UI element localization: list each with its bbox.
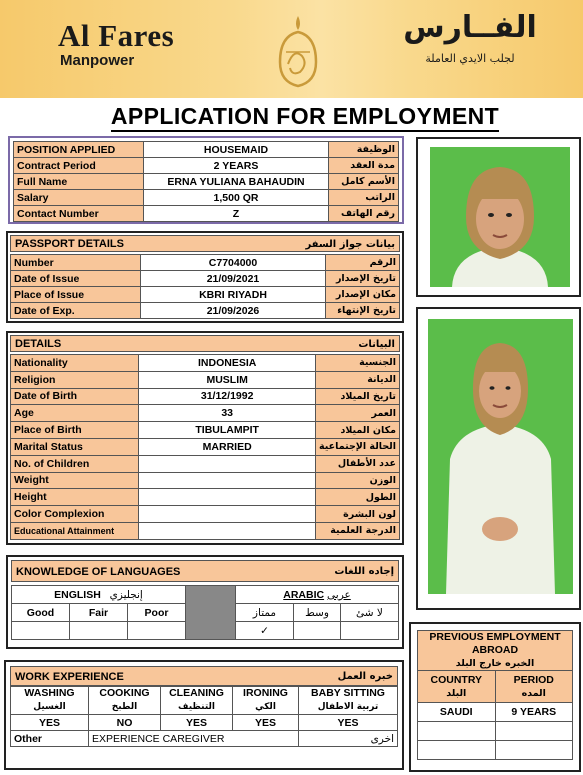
details-value — [139, 522, 316, 539]
position-row — [14, 174, 399, 190]
details-label: Place of Birth — [11, 422, 139, 439]
english-fair-cell — [70, 622, 128, 640]
previous-heading: PREVIOUS EMPLOYMENT ABROAD الخبره خارج البلد — [418, 631, 573, 671]
details-label-ar: الوزن — [316, 472, 400, 489]
previous-period — [495, 741, 573, 760]
details-row — [11, 438, 400, 455]
other-label-ar: اخرى — [299, 731, 398, 747]
level-medium-ar: وسط — [294, 604, 341, 622]
headshot-photo — [430, 147, 570, 287]
details-value: MARRIED — [139, 438, 316, 455]
details-row — [11, 522, 400, 539]
calligraphy-logo-icon — [268, 12, 328, 90]
details-row — [11, 506, 400, 523]
work-value: YES — [161, 715, 233, 731]
details-label: Nationality — [11, 355, 139, 372]
work-block — [4, 660, 404, 770]
brand-name-en: Al Fares — [58, 18, 175, 53]
passport-label: Date of Issue — [11, 271, 141, 287]
language-divider — [186, 586, 236, 640]
passport-label-ar: مكان الإصدار — [326, 287, 400, 303]
work-value: YES — [299, 715, 398, 731]
position-value: 2 YEARS — [144, 158, 329, 174]
details-value — [139, 506, 316, 523]
english-poor-cell — [128, 622, 186, 640]
details-row — [11, 371, 400, 388]
level-none-ar: لا شئ — [341, 604, 399, 622]
full-photo-frame — [416, 307, 581, 610]
details-heading: DETAILS البيانات — [10, 335, 400, 352]
details-value — [139, 489, 316, 506]
work-column-header: WASHING الغسيل — [11, 687, 89, 715]
details-label-ar: مكان الميلاد — [316, 422, 400, 439]
passport-row — [11, 271, 400, 287]
details-label: Height — [11, 489, 139, 506]
brand-subtitle-en: Manpower — [60, 52, 135, 69]
person-standing-icon — [428, 319, 573, 594]
passport-label-ar: الرقم — [326, 255, 400, 271]
position-row — [14, 206, 399, 222]
work-value: YES — [233, 715, 299, 731]
details-value: 33 — [139, 405, 316, 422]
previous-country — [418, 741, 496, 760]
passport-label: Date of Exp. — [11, 303, 141, 319]
details-label-ar: العمر — [316, 405, 400, 422]
previous-row — [418, 722, 573, 741]
details-block — [6, 331, 404, 545]
details-label-ar: لون البشرة — [316, 506, 400, 523]
passport-value: KBRI RIYADH — [141, 287, 326, 303]
page-header — [0, 0, 583, 98]
position-value: Z — [144, 206, 329, 222]
arabic-excellent-check: ✓ — [236, 622, 294, 640]
page-title: APPLICATION FOR EMPLOYMENT — [100, 103, 510, 130]
previous-row — [418, 741, 573, 760]
previous-country: SAUDI — [418, 703, 496, 722]
position-table — [13, 141, 399, 222]
work-value: YES — [11, 715, 89, 731]
arabic-medium-cell — [294, 622, 341, 640]
position-row — [14, 158, 399, 174]
arabic-none-cell — [341, 622, 399, 640]
details-table — [10, 354, 400, 540]
passport-label: Place of Issue — [11, 287, 141, 303]
position-label-ar: رقم الهاتف — [329, 206, 399, 222]
other-value: EXPERIENCE CAREGIVER — [89, 731, 299, 747]
period-header: PERIOD المده — [495, 671, 573, 703]
languages-heading: KNOWLEDGE OF LANGUAGES إجاده اللغات — [11, 560, 399, 582]
position-value: ERNA YULIANA BAHAUDIN — [144, 174, 329, 190]
position-value: HOUSEMAID — [144, 142, 329, 158]
work-table — [10, 686, 398, 747]
passport-label-ar: تاريخ الإصدار — [326, 271, 400, 287]
position-row — [14, 142, 399, 158]
details-row — [11, 422, 400, 439]
person-headshot-icon — [430, 147, 570, 287]
passport-label: Number — [11, 255, 141, 271]
details-label-ar: الجنسية — [316, 355, 400, 372]
details-row — [11, 355, 400, 372]
details-label-ar: تاريخ الميلاد — [316, 388, 400, 405]
languages-block — [6, 555, 404, 649]
work-column-header: BABY SITTING تربية الاطفال — [299, 687, 398, 715]
passport-block — [6, 231, 404, 323]
details-label: Religion — [11, 371, 139, 388]
details-row — [11, 472, 400, 489]
passport-row — [11, 303, 400, 319]
details-label-ar: الحالة الإجتماعية — [316, 438, 400, 455]
passport-value: 21/09/2021 — [141, 271, 326, 287]
passport-heading: PASSPORT DETAILS بيانات جواز السفر — [10, 235, 400, 252]
previous-country — [418, 722, 496, 741]
details-value: 31/12/1992 — [139, 388, 316, 405]
details-label: Date of Birth — [11, 388, 139, 405]
details-label-ar: الديانة — [316, 371, 400, 388]
country-header: COUNTRY البلد — [418, 671, 496, 703]
headshot-frame — [416, 137, 581, 297]
previous-employment-block — [409, 622, 581, 772]
brand-subtitle-ar: لجلب الايدي العاملة — [425, 52, 515, 65]
previous-period — [495, 722, 573, 741]
previous-period: 9 YEARS — [495, 703, 573, 722]
details-row — [11, 388, 400, 405]
languages-table — [11, 585, 399, 640]
passport-table — [10, 254, 400, 319]
other-label: Other — [11, 731, 89, 747]
passport-row — [11, 255, 400, 271]
details-label-ar: عدد الأطفال — [316, 455, 400, 472]
details-label: Color Complexion — [11, 506, 139, 523]
full-body-photo — [428, 319, 573, 594]
position-label: Contact Number — [14, 206, 144, 222]
details-value — [139, 455, 316, 472]
position-label-ar: الوظيفة — [329, 142, 399, 158]
position-block — [8, 136, 404, 224]
details-value: TIBULAMPIT — [139, 422, 316, 439]
passport-value: 21/09/2026 — [141, 303, 326, 319]
english-good-cell — [12, 622, 70, 640]
work-heading: WORK EXPERIENCE خبره العمل — [10, 666, 398, 686]
details-label: No. of Children — [11, 455, 139, 472]
previous-row — [418, 703, 573, 722]
passport-value: C7704000 — [141, 255, 326, 271]
details-row — [11, 455, 400, 472]
details-label: Educational Attainment — [11, 522, 139, 539]
details-label-ar: الطول — [316, 489, 400, 506]
details-label: Age — [11, 405, 139, 422]
details-value: MUSLIM — [139, 371, 316, 388]
previous-employment-table — [417, 630, 573, 760]
work-column-header: COOKING الطبخ — [89, 687, 161, 715]
position-value: 1,500 QR — [144, 190, 329, 206]
level-excellent-ar: ممتاز — [236, 604, 294, 622]
details-label: Marital Status — [11, 438, 139, 455]
level-fair: Fair — [70, 604, 128, 622]
position-row — [14, 190, 399, 206]
english-header: ENGLISH إنجليزي — [12, 586, 186, 604]
work-value: NO — [89, 715, 161, 731]
passport-row — [11, 287, 400, 303]
details-label-ar: الدرجة العلمية — [316, 522, 400, 539]
passport-label-ar: تاريخ الإنتهاء — [326, 303, 400, 319]
details-row — [11, 405, 400, 422]
position-label: POSITION APPLIED — [14, 142, 144, 158]
brand-name-ar: الفــارس — [403, 10, 537, 45]
position-label-ar: مدة العقد — [329, 158, 399, 174]
work-column-header: IRONING الكي — [233, 687, 299, 715]
details-value — [139, 472, 316, 489]
position-label: Full Name — [14, 174, 144, 190]
position-label: Contract Period — [14, 158, 144, 174]
level-poor: Poor — [128, 604, 186, 622]
details-row — [11, 489, 400, 506]
work-column-header: CLEANING التنظيف — [161, 687, 233, 715]
level-good: Good — [12, 604, 70, 622]
position-label-ar: الأسم كامل — [329, 174, 399, 190]
position-label: Salary — [14, 190, 144, 206]
details-label: Weight — [11, 472, 139, 489]
details-value: INDONESIA — [139, 355, 316, 372]
position-label-ar: الراتب — [329, 190, 399, 206]
arabic-header: ARABIC عربى — [236, 586, 399, 604]
